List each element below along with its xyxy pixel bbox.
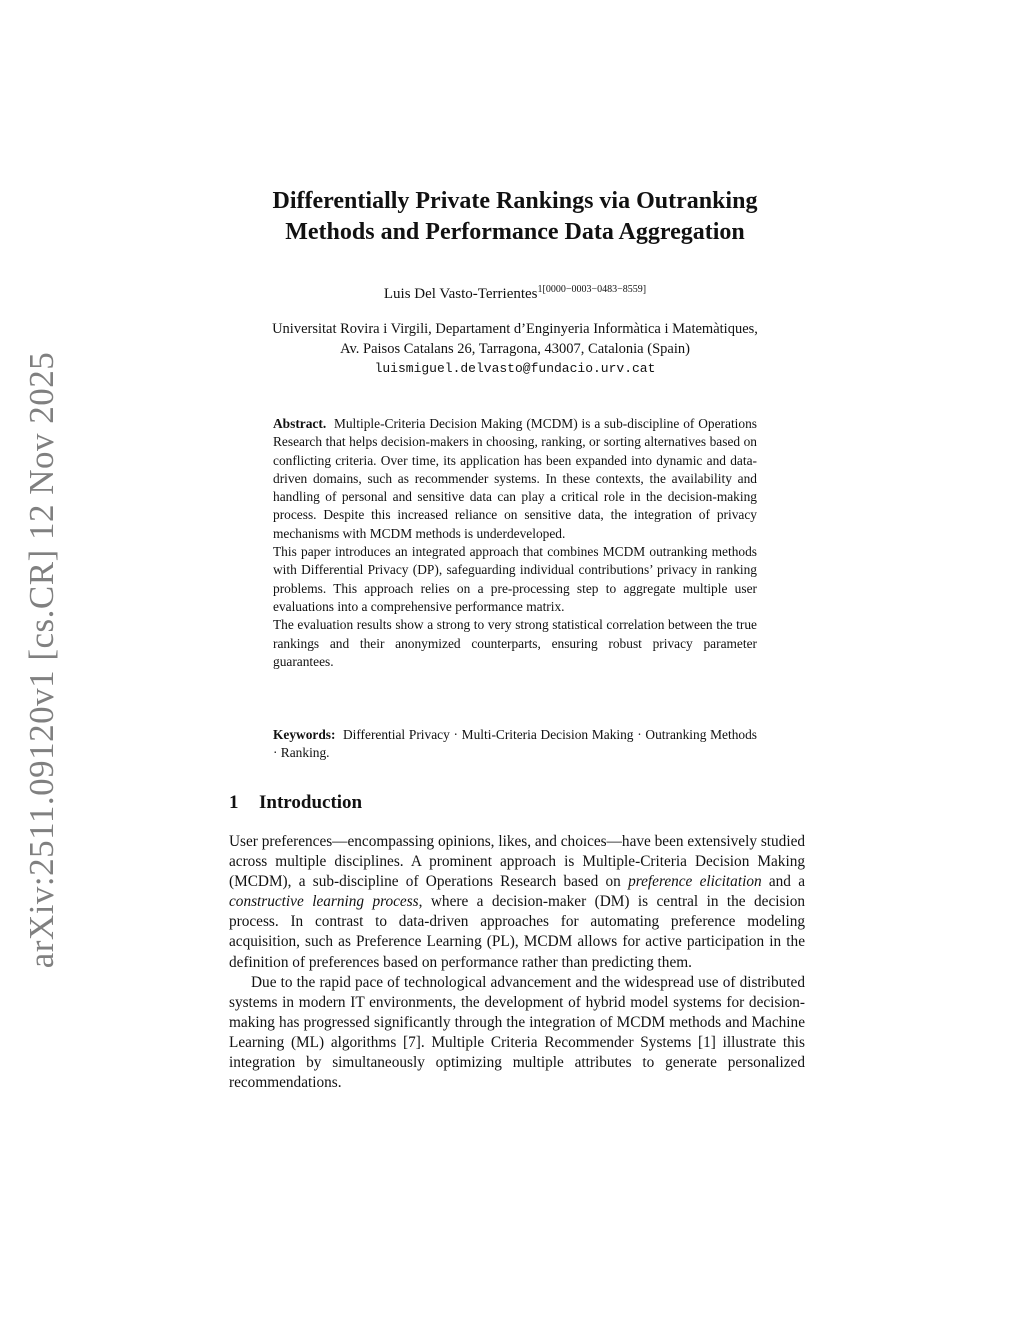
intro-p1-text-b: and a <box>761 873 805 891</box>
keywords-block <box>273 726 757 763</box>
affiliation-block <box>220 319 810 379</box>
author-name: Luis Del Vasto-Terrientes <box>383 286 538 302</box>
abstract-block <box>273 415 757 671</box>
intro-p1-emphasis-1: preference elicitation <box>628 873 762 891</box>
abstract-text-1: Multiple-Criteria Decision Making (MCDM) is a sub-discipline of Operations Research that helps decision-makers in choosing, ranking, or sorting alternatives based on conflicting criteria. Over time, its application has been expanded into dynamic and data-driven domains, such as recommender systems. In these contexts, the availability and handling of personal and sensitive data can play a critical role in the decision-making process. Despite this increased reliance on sensitive data, the integration of privacy mechanisms with MCDM methods is underdeveloped. <box>273 416 757 541</box>
author-email: luismiguel.delvasto@fundacio.urv.cat <box>374 361 656 376</box>
author-line <box>230 284 800 303</box>
section-number: 1 <box>229 792 239 813</box>
intro-paragraph-1 <box>229 832 805 973</box>
intro-p1-emphasis-2: constructive learning process <box>229 893 419 911</box>
affiliation-line-2: Av. Paisos Catalans 26, Tarragona, 43007, Catalonia (Spain) <box>340 341 690 357</box>
intro-paragraph-2: Due to the rapid pace of technological advancement and the widespread use of distributed systems in modern IT environments, the development of hybrid model systems for decision-making has progressed significantly through the integration of MCDM methods and Machine Learning (ML) algorithms [7]. Multiple Criteria Recommender Systems [1] illustrate this integration by simultaneously optimizing multiple attributes to generate personalized recommendations. <box>229 973 805 1092</box>
affiliation-line-1: Universitat Rovira i Virgili, Departament d’Enginyeria Informàtica i Matemàtiques, <box>272 321 758 337</box>
author-orcid: 1[0000−0003−0483−8559] <box>537 284 647 295</box>
keywords-label: Keywords: <box>273 727 336 742</box>
intro-p1-text-c: , where a decision-maker (DM) is central in the decision process. In contrast to data-driven approaches for automating preference modeling acquisition, such as Preference Learning (PL), MCDM allows for active participation in the definition of preferences based on performance rather than predicting them. <box>229 893 805 971</box>
paper-title: Differentially Private Rankings via Outranking Methods and Performance Data Aggregation <box>272 188 758 245</box>
introduction-body <box>229 832 805 1093</box>
keywords-text: Differential Privacy · Multi-Criteria Decision Making · Outranking Methods · Ranking. <box>273 727 757 761</box>
section-title: Introduction <box>259 792 363 813</box>
abstract-paragraph-2: This paper introduces an integrated approach that combines MCDM outranking methods with Differential Privacy (DP), safeguarding individual contributions’ privacy in ranking problems. This approach relies on a pre-processing step to aggregate multiple user evaluations into a comprehensive performance matrix. <box>273 544 757 614</box>
intro-p1-text-a: User preferences—encompassing opinions, likes, and choices—have been extensively studied across multiple disciplines. A prominent approach is Multiple-Criteria Decision Making (MCDM), a sub-discipline of Operations Research based on <box>229 833 806 891</box>
arxiv-identifier-stamp: arXiv:2511.09120v1 [cs.CR] 12 Nov 2025 <box>22 351 61 969</box>
abstract-paragraph-3: The evaluation results show a strong to very strong statistical correlation between the true rankings and their anonymized counterparts, ensuring robust privacy parameter guarantees. <box>273 617 757 669</box>
section-heading-introduction <box>229 792 362 814</box>
abstract-paragraph-1 <box>273 415 757 543</box>
abstract-label: Abstract. <box>273 416 327 431</box>
